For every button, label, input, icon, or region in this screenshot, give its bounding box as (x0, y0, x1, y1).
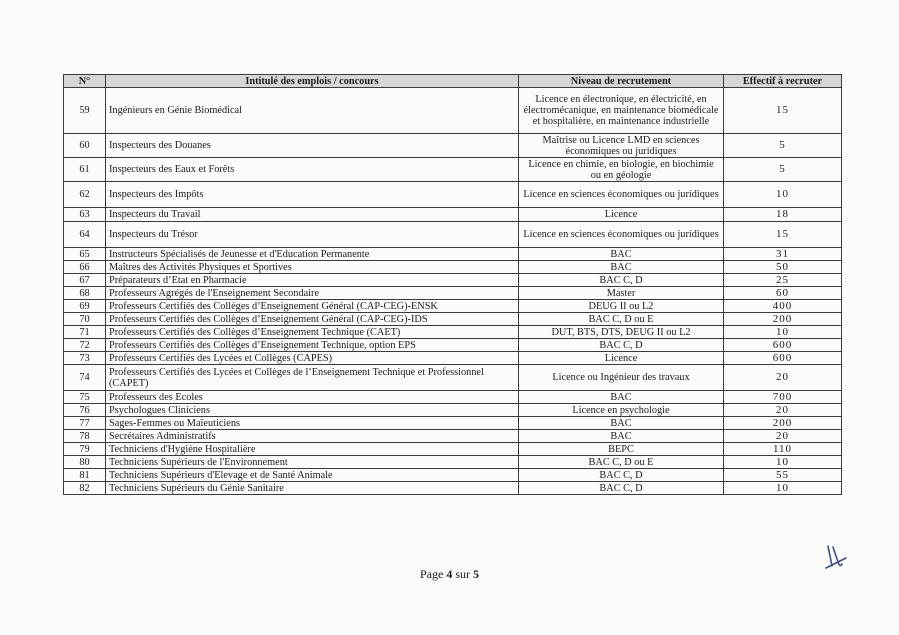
job-title: Techniciens Supérieurs du Génie Sanitaire (106, 482, 519, 495)
table-row (64, 261, 842, 274)
page-current: 4 (446, 567, 453, 581)
table-row (64, 134, 842, 158)
recruitment-level: Licence en électronique, en électricité, en électromécanique, en maintenance biomédicale et hospitalière, en maintenance industrielle (519, 88, 724, 134)
table-row (64, 482, 842, 495)
job-title: Inspecteurs des Eaux et Forêts (106, 158, 519, 182)
row-number: 70 (64, 313, 106, 326)
row-number: 72 (64, 339, 106, 352)
headcount: 200 (724, 417, 842, 430)
headcount: 50 (724, 261, 842, 274)
headcount: 31 (724, 248, 842, 261)
header-recruitment-level: Niveau de recrutement (519, 75, 724, 88)
job-title: Professeurs Certifiés des Collèges d’Enseignement Général (CAP-CEG)-IDS (106, 313, 519, 326)
row-number: 75 (64, 391, 106, 404)
row-number: 79 (64, 443, 106, 456)
headcount: 10 (724, 456, 842, 469)
table-row (64, 443, 842, 456)
table-row (64, 300, 842, 313)
job-title: Sages-Femmes ou Maïeuticiens (106, 417, 519, 430)
row-number: 74 (64, 365, 106, 391)
row-number: 60 (64, 134, 106, 158)
headcount: 10 (724, 482, 842, 495)
table-header-row (64, 75, 842, 88)
job-title: Techniciens Supérieurs de l'Environnement (106, 456, 519, 469)
headcount: 5 (724, 158, 842, 182)
headcount: 400 (724, 300, 842, 313)
header-job-title: Intitulé des emplois / concours (106, 75, 519, 88)
table-row (64, 287, 842, 300)
recruitment-level: BAC C, D (519, 339, 724, 352)
headcount: 20 (724, 404, 842, 417)
recruitment-level: Maîtrise ou Licence LMD en sciences économiques ou juridiques (519, 134, 724, 158)
row-number: 82 (64, 482, 106, 495)
job-title: Inspecteurs des Douanes (106, 134, 519, 158)
job-title: Professeurs Certifiés des Collèges d’Enseignement Technique (CAET) (106, 326, 519, 339)
table-row (64, 404, 842, 417)
table-row (64, 469, 842, 482)
row-number: 81 (64, 469, 106, 482)
recruitment-level: BAC (519, 248, 724, 261)
recruitment-level: BAC (519, 391, 724, 404)
job-title: Ingénieurs en Génie Biomédical (106, 88, 519, 134)
job-title: Professeurs Certifiés des Collèges d’Enseignement Général (CAP-CEG)-ENSK (106, 300, 519, 313)
header-number: N° (64, 75, 106, 88)
row-number: 67 (64, 274, 106, 287)
headcount: 18 (724, 208, 842, 222)
table-row (64, 158, 842, 182)
row-number: 69 (64, 300, 106, 313)
recruitment-level: BAC C, D (519, 469, 724, 482)
recruitment-level: Licence en sciences économiques ou juridiques (519, 222, 724, 248)
recruitment-level: BAC C, D (519, 274, 724, 287)
headcount: 60 (724, 287, 842, 300)
job-title: Professeurs des Ecoles (106, 391, 519, 404)
row-number: 61 (64, 158, 106, 182)
recruitment-level: BAC C, D ou E (519, 456, 724, 469)
recruitment-level: BAC C, D ou E (519, 313, 724, 326)
recruitment-level: DUT, BTS, DTS, DEUG II ou L2 (519, 326, 724, 339)
headcount: 200 (724, 313, 842, 326)
recruitment-level: Licence en psychologie (519, 404, 724, 417)
recruitment-level: BAC (519, 417, 724, 430)
job-title: Techniciens d'Hygiène Hospitalière (106, 443, 519, 456)
table-row (64, 391, 842, 404)
row-number: 68 (64, 287, 106, 300)
page-total: 5 (473, 567, 479, 581)
job-title: Instructeurs Spécialisés de Jeunesse et d'Education Permanente (106, 248, 519, 261)
table-row (64, 208, 842, 222)
job-title: Préparateurs d’Etat en Pharmacie (106, 274, 519, 287)
recruitment-level: Master (519, 287, 724, 300)
table-row (64, 222, 842, 248)
job-title: Professeurs Certifiés des Lycées et Collèges (CAPES) (106, 352, 519, 365)
job-title: Professeurs Certifiés des Collèges d’Enseignement Technique, option EPS (106, 339, 519, 352)
row-number: 77 (64, 417, 106, 430)
recruitment-table (63, 74, 842, 495)
headcount: 600 (724, 339, 842, 352)
job-title: Inspecteurs du Travail (106, 208, 519, 222)
headcount: 110 (724, 443, 842, 456)
table-row (64, 313, 842, 326)
row-number: 78 (64, 430, 106, 443)
row-number: 62 (64, 182, 106, 208)
table-row (64, 339, 842, 352)
row-number: 73 (64, 352, 106, 365)
job-title: Psychologues Cliniciens (106, 404, 519, 417)
row-number: 64 (64, 222, 106, 248)
recruitment-level: BAC (519, 261, 724, 274)
recruitment-level: Licence (519, 352, 724, 365)
headcount: 5 (724, 134, 842, 158)
job-title: Professeurs Certifiés des Lycées et Collèges de l’Enseignement Technique et Professionnel (CAPET) (106, 365, 519, 391)
table-row (64, 430, 842, 443)
row-number: 71 (64, 326, 106, 339)
table-row (64, 326, 842, 339)
headcount: 20 (724, 430, 842, 443)
row-number: 66 (64, 261, 106, 274)
job-title: Inspecteurs du Trésor (106, 222, 519, 248)
job-title: Techniciens Supérieurs d'Elevage et de Santé Animale (106, 469, 519, 482)
headcount: 700 (724, 391, 842, 404)
headcount: 15 (724, 88, 842, 134)
recruitment-level: Licence ou Ingénieur des travaux (519, 365, 724, 391)
page-separator: sur (455, 567, 470, 581)
row-number: 76 (64, 404, 106, 417)
table-row (64, 88, 842, 134)
headcount: 20 (724, 365, 842, 391)
recruitment-level: DEUG II ou L2 (519, 300, 724, 313)
job-title: Secrétaires Administratifs (106, 430, 519, 443)
job-title: Maîtres des Activités Physiques et Sportives (106, 261, 519, 274)
table-row (64, 352, 842, 365)
table-row (64, 456, 842, 469)
table-row (64, 365, 842, 391)
table-body (64, 88, 842, 495)
headcount: 25 (724, 274, 842, 287)
page-word: Page (420, 567, 444, 581)
headcount: 55 (724, 469, 842, 482)
headcount: 10 (724, 326, 842, 339)
recruitment-level: Licence en sciences économiques ou juridiques (519, 182, 724, 208)
recruitment-level: BEPC (519, 443, 724, 456)
table-row (64, 274, 842, 287)
recruitment-level: BAC (519, 430, 724, 443)
table-row (64, 248, 842, 261)
headcount: 10 (724, 182, 842, 208)
recruitment-level: Licence (519, 208, 724, 222)
row-number: 65 (64, 248, 106, 261)
job-title: Professeurs Agrégés de l'Enseignement Secondaire (106, 287, 519, 300)
page-footer (0, 567, 899, 582)
headcount: 15 (724, 222, 842, 248)
header-headcount: Effectif à recruter (724, 75, 842, 88)
headcount: 600 (724, 352, 842, 365)
job-title: Inspecteurs des Impôts (106, 182, 519, 208)
row-number: 63 (64, 208, 106, 222)
row-number: 80 (64, 456, 106, 469)
recruitment-level: BAC C, D (519, 482, 724, 495)
recruitment-level: Licence en chimie, en biologie, en biochimie ou en géologie (519, 158, 724, 182)
table-row (64, 182, 842, 208)
table-row (64, 417, 842, 430)
row-number: 59 (64, 88, 106, 134)
